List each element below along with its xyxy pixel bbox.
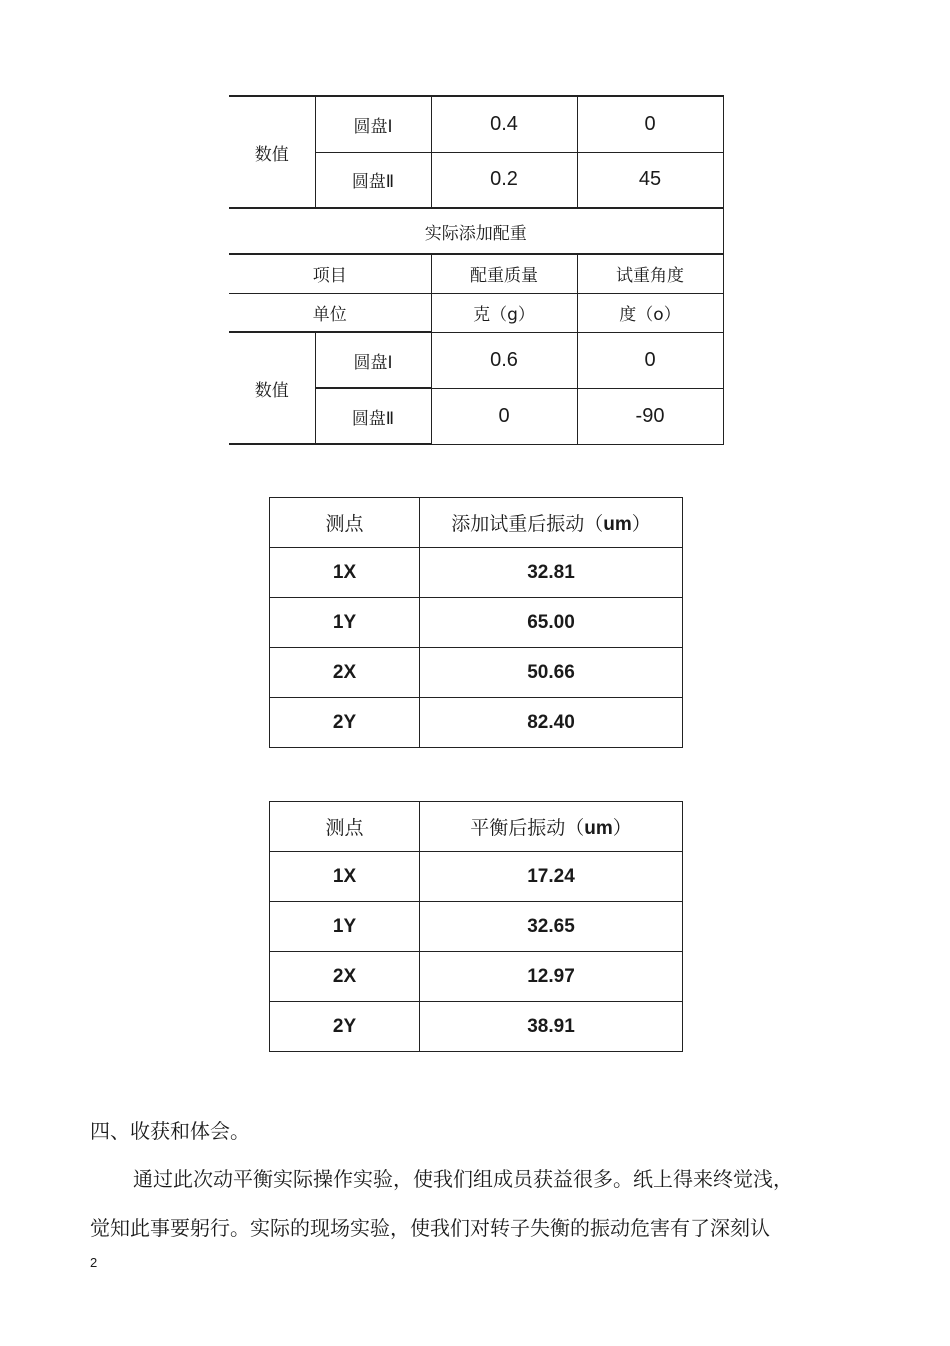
trial-value: 32.81 [420,548,683,598]
trial-col-vibration [420,498,683,548]
balanced-point: 1X [270,852,420,902]
trial-col-point: 测点 [270,498,420,548]
header-angle: 试重角度 [577,254,723,293]
trial-col-vibration-unit: um [603,514,632,535]
header-mass: 配重质量 [431,254,577,293]
balanced-value: 38.91 [420,1002,683,1052]
disk2-label-2: 圆盘Ⅱ [315,388,431,444]
balanced-point: 2X [270,952,420,1002]
trial-point: 2X [270,648,420,698]
balanced-value: 12.97 [420,952,683,1002]
paragraph-line-1: 通过此次动平衡实际操作实验，使我们组成员获益很多。纸上得来终觉浅， [133,1167,793,1191]
balanced-col-vibration-close: ） [612,817,632,839]
page-number: 2 [90,1255,98,1270]
trial-col-vibration-label: 添加试重后振动（ [451,513,604,535]
trial-value: 82.40 [420,698,683,748]
disk2-mass-top: 0.2 [431,152,577,208]
disk1-label: 圆盘Ⅰ [315,96,431,152]
trial-point: 2Y [270,698,420,748]
disk2-mass-actual: 0 [431,388,577,444]
paragraph-line-2: 觉知此事要躬行。实际的现场实验，使我们对转子失衡的振动危害有了深刻认 [90,1216,770,1240]
unit-angle: 度（o） [577,293,723,332]
disk2-angle-top: 45 [577,152,723,208]
disk1-angle-actual: 0 [577,332,723,388]
header-item: 项目 [229,254,431,293]
value-row-label-2: 数值 [229,332,315,444]
disk1-mass-top: 0.4 [431,96,577,152]
trial-vibration-table [269,497,683,748]
counterweight-table [229,95,724,445]
trial-value: 65.00 [420,598,683,648]
actual-weight-title: 实际添加配重 [229,208,723,254]
balanced-point: 1Y [270,902,420,952]
balanced-vibration-table [269,801,683,1052]
disk2-angle-actual: -90 [577,388,723,444]
trial-point: 1X [270,548,420,598]
unit-mass: 克（g） [431,293,577,332]
balanced-col-vibration-unit: um [584,818,613,839]
trial-value: 50.66 [420,648,683,698]
balanced-value: 17.24 [420,852,683,902]
balanced-col-point: 测点 [270,802,420,852]
balanced-point: 2Y [270,1002,420,1052]
disk1-label-2: 圆盘Ⅰ [315,332,431,388]
disk2-label: 圆盘Ⅱ [315,152,431,208]
trial-col-vibration-close: ） [631,513,651,535]
section-heading: 四、收获和体会。 [90,1119,250,1143]
unit-label: 单位 [229,293,431,332]
balanced-col-vibration-label: 平衡后振动（ [470,817,585,839]
balanced-col-vibration [420,802,683,852]
balanced-value: 32.65 [420,902,683,952]
disk1-angle-top: 0 [577,96,723,152]
trial-point: 1Y [270,598,420,648]
value-row-label: 数值 [229,96,315,208]
disk1-mass-actual: 0.6 [431,332,577,388]
